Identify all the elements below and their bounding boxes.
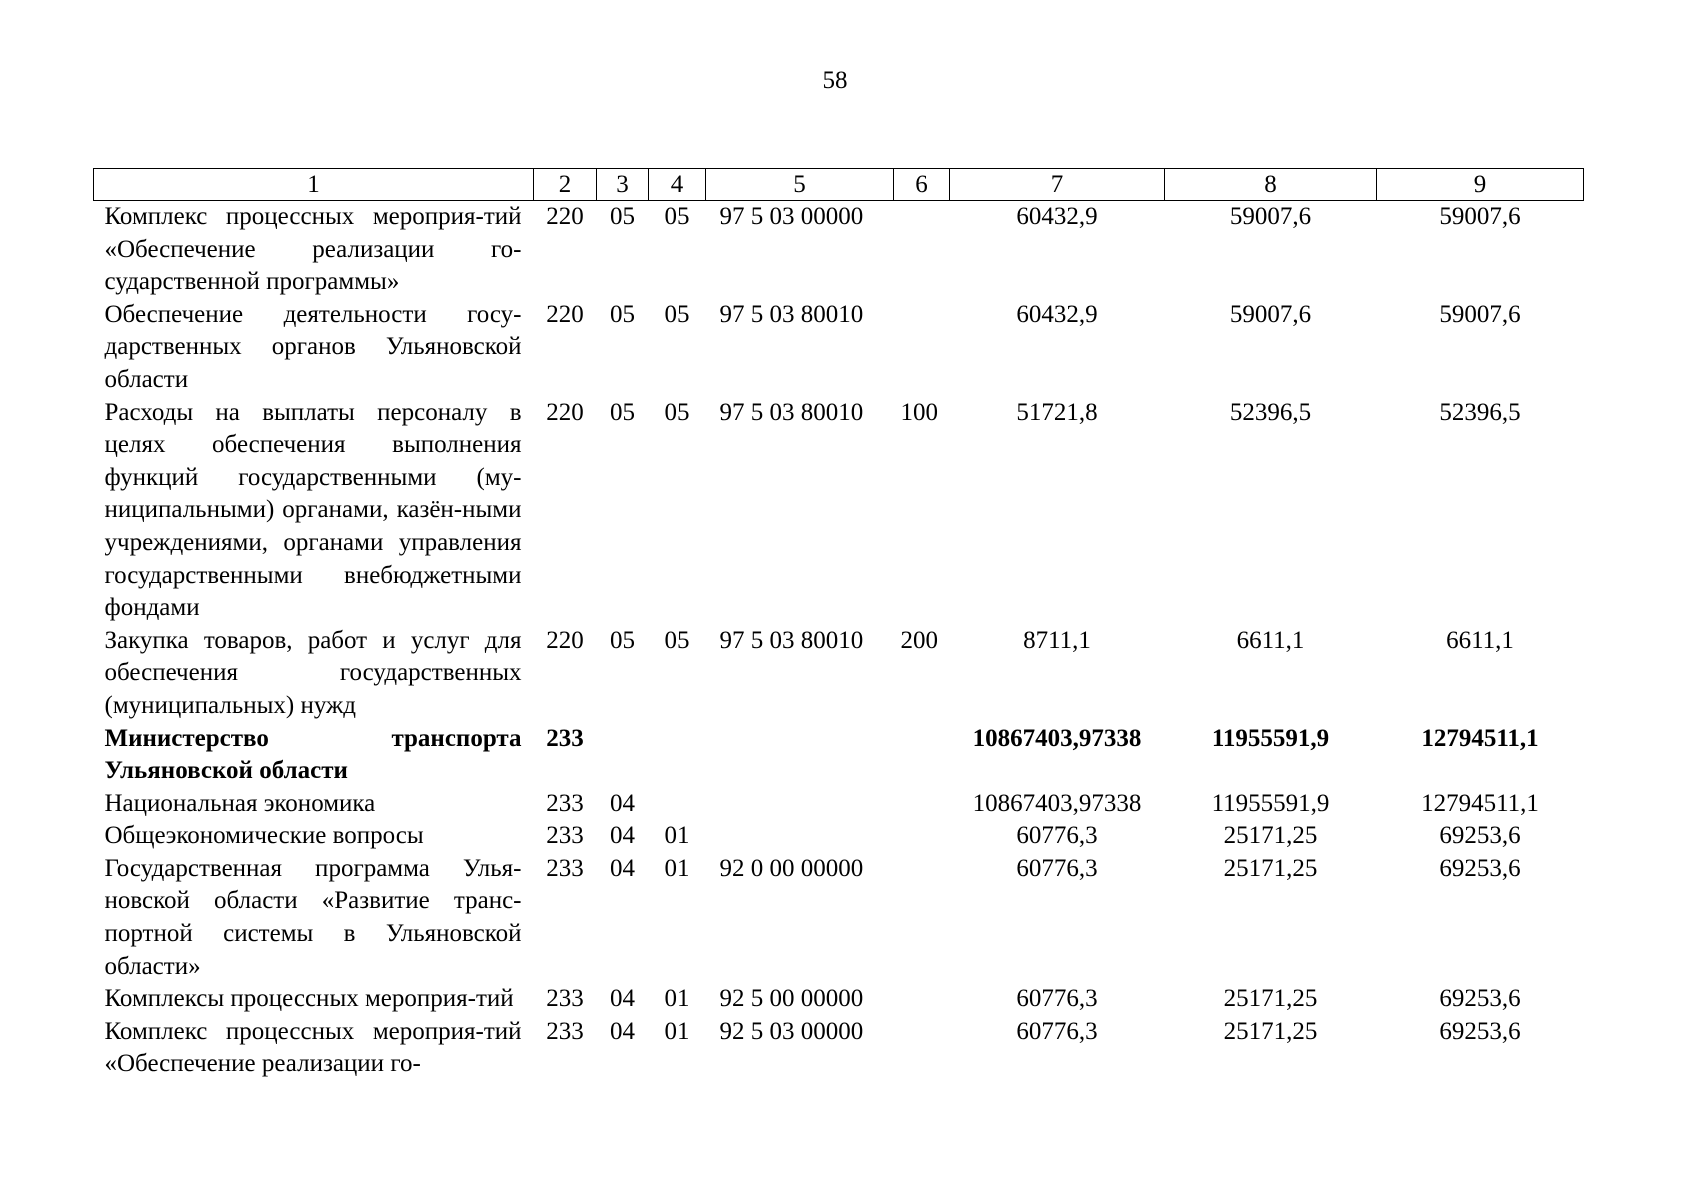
amount-col-8: 25171,25 bbox=[1223, 1017, 1318, 1045]
amount-col-9: 69253,6 bbox=[1439, 854, 1521, 882]
table-row bbox=[94, 201, 1584, 299]
amount-col-9: 59007,6 bbox=[1439, 203, 1521, 230]
subsection-code: 01 bbox=[664, 1017, 690, 1045]
amount-col-7: 51721,8 bbox=[1016, 398, 1098, 426]
section-code: 04 bbox=[610, 822, 635, 850]
column-header: 3 bbox=[597, 169, 649, 201]
row-name: Закупка товаров, работ и услуг для обеспечения государственных (муниципальных) нужд bbox=[104, 626, 522, 719]
subsection-code: 05 bbox=[664, 300, 690, 328]
column-header: 1 bbox=[94, 169, 534, 201]
column-header: 9 bbox=[1377, 169, 1584, 201]
section-code: 05 bbox=[610, 626, 635, 654]
expense-type-code bbox=[894, 788, 950, 821]
target-article-code: 97 5 03 80010 bbox=[719, 398, 864, 426]
amount-col-9: 6611,1 bbox=[1446, 626, 1514, 654]
column-header: 4 bbox=[649, 169, 706, 201]
amount-col-7: 60776,3 bbox=[1016, 854, 1098, 882]
subsection-code bbox=[649, 788, 706, 821]
amount-col-8: 52396,5 bbox=[1229, 398, 1312, 426]
section-code: 05 bbox=[610, 300, 635, 328]
table-row bbox=[94, 723, 1584, 788]
subsection-code: 01 bbox=[664, 822, 690, 850]
ministry-code: 220 bbox=[546, 398, 584, 426]
amount-col-7: 60776,3 bbox=[1016, 822, 1098, 850]
table-row bbox=[94, 625, 1584, 723]
amount-col-7: 60432,9 bbox=[1016, 300, 1098, 328]
amount-col-9: 12794511,1 bbox=[1421, 724, 1539, 752]
target-article-code: 97 5 03 80010 bbox=[719, 626, 864, 654]
amount-col-8: 6611,1 bbox=[1236, 626, 1305, 654]
amount-col-8: 25171,25 bbox=[1223, 985, 1318, 1013]
target-article-code: 92 0 00 00000 bbox=[719, 854, 864, 882]
expense-type-code bbox=[894, 983, 950, 1016]
ministry-code: 233 bbox=[546, 1017, 584, 1045]
subsection-code bbox=[649, 723, 706, 788]
amount-col-8: 11955591,9 bbox=[1211, 789, 1330, 817]
amount-col-9: 59007,6 bbox=[1439, 300, 1521, 328]
section-code: 04 bbox=[610, 985, 635, 1013]
row-name: Комплекс процессных мероприя-тий «Обеспечение реализации го- bbox=[104, 1017, 522, 1078]
subsection-code: 01 bbox=[664, 854, 690, 882]
column-header: 2 bbox=[534, 169, 597, 201]
table-row bbox=[94, 820, 1584, 853]
row-name: Комплекс процессных мероприя-тий «Обеспечение реализации го-сударственной программы» bbox=[104, 203, 522, 296]
target-article-code bbox=[706, 788, 894, 821]
expense-type-code bbox=[894, 201, 950, 299]
table-row bbox=[94, 853, 1584, 983]
section-code: 04 bbox=[610, 1017, 635, 1045]
amount-col-8: 59007,6 bbox=[1229, 203, 1312, 230]
header-row bbox=[94, 169, 1584, 201]
expense-type-code bbox=[894, 723, 950, 788]
row-name: Обеспечение деятельности госу-дарственных органов Ульяновской области bbox=[104, 300, 522, 393]
amount-col-9: 69253,6 bbox=[1439, 1017, 1521, 1045]
amount-col-9: 69253,6 bbox=[1439, 985, 1521, 1013]
ministry-code: 233 bbox=[546, 724, 584, 752]
ministry-code: 220 bbox=[546, 203, 584, 230]
amount-col-7: 60776,3 bbox=[1016, 1017, 1098, 1045]
subsection-code: 05 bbox=[664, 203, 690, 230]
table-body bbox=[94, 201, 1584, 1082]
ministry-code: 233 bbox=[546, 985, 584, 1013]
expense-type-code bbox=[894, 1016, 950, 1081]
amount-col-8: 11955591,9 bbox=[1211, 724, 1330, 752]
subsection-code: 01 bbox=[664, 985, 690, 1013]
expense-type-code: 200 bbox=[900, 626, 938, 654]
table-row bbox=[94, 397, 1584, 625]
column-header: 7 bbox=[950, 169, 1165, 201]
row-name: Государственная программа Улья-новской области «Развитие транс-портной системы в Ульяновской области» bbox=[104, 854, 522, 980]
amount-col-8: 25171,25 bbox=[1223, 854, 1318, 882]
section-code: 04 bbox=[610, 789, 635, 817]
column-header: 6 bbox=[894, 169, 950, 201]
row-name: Национальная экономика bbox=[104, 789, 376, 817]
amount-col-9: 69253,6 bbox=[1439, 822, 1521, 850]
ministry-code: 233 bbox=[546, 789, 584, 817]
expense-type-code: 100 bbox=[900, 398, 938, 426]
amount-col-7: 10867403,97338 bbox=[972, 789, 1142, 817]
section-code: 04 bbox=[610, 854, 635, 882]
amount-col-8: 25171,25 bbox=[1223, 822, 1318, 850]
ministry-code: 220 bbox=[546, 626, 584, 654]
section-code: 05 bbox=[610, 398, 635, 426]
row-name: Комплексы процессных мероприя-тий bbox=[104, 985, 514, 1013]
amount-col-9: 52396,5 bbox=[1439, 398, 1521, 426]
amount-col-7: 60776,3 bbox=[1016, 985, 1098, 1013]
ministry-code: 220 bbox=[546, 300, 584, 328]
amount-col-7: 10867403,97338 bbox=[972, 724, 1142, 752]
target-article-code bbox=[706, 820, 894, 853]
ministry-code: 233 bbox=[546, 854, 584, 882]
column-header: 8 bbox=[1165, 169, 1377, 201]
target-article-code bbox=[706, 723, 894, 788]
row-name: Общеэкономические вопросы bbox=[104, 822, 424, 850]
subsection-code: 05 bbox=[664, 626, 690, 654]
target-article-code: 97 5 03 80010 bbox=[719, 300, 864, 328]
target-article-code: 92 5 03 00000 bbox=[719, 1017, 864, 1045]
page-number: 58 bbox=[822, 67, 848, 94]
target-article-code: 97 5 03 00000 bbox=[719, 203, 864, 230]
table-row bbox=[94, 1016, 1584, 1081]
section-code bbox=[597, 723, 649, 788]
amount-col-7: 60432,9 bbox=[1016, 203, 1098, 230]
amount-col-8: 59007,6 bbox=[1229, 300, 1312, 328]
budget-table bbox=[93, 168, 1584, 1081]
subsection-code: 05 bbox=[664, 398, 690, 426]
amount-col-7: 8711,1 bbox=[1023, 626, 1091, 654]
table-row bbox=[94, 983, 1584, 1016]
table-row bbox=[94, 299, 1584, 397]
row-name: Министерство транспорта Ульяновской области bbox=[104, 724, 522, 785]
amount-col-9: 12794511,1 bbox=[1421, 789, 1539, 817]
expense-type-code bbox=[894, 853, 950, 983]
column-header: 5 bbox=[706, 169, 894, 201]
table-row bbox=[94, 788, 1584, 821]
section-code: 05 bbox=[610, 203, 635, 230]
row-name: Расходы на выплаты персоналу в целях обеспечения выполнения функций государственными (му-ниципальными) органами, казён-ными учреждениями, органами управления государственными внебюджетными фондами bbox=[104, 398, 522, 622]
expense-type-code bbox=[894, 820, 950, 853]
expense-type-code bbox=[894, 299, 950, 397]
ministry-code: 233 bbox=[546, 822, 584, 850]
target-article-code: 92 5 00 00000 bbox=[719, 985, 864, 1013]
